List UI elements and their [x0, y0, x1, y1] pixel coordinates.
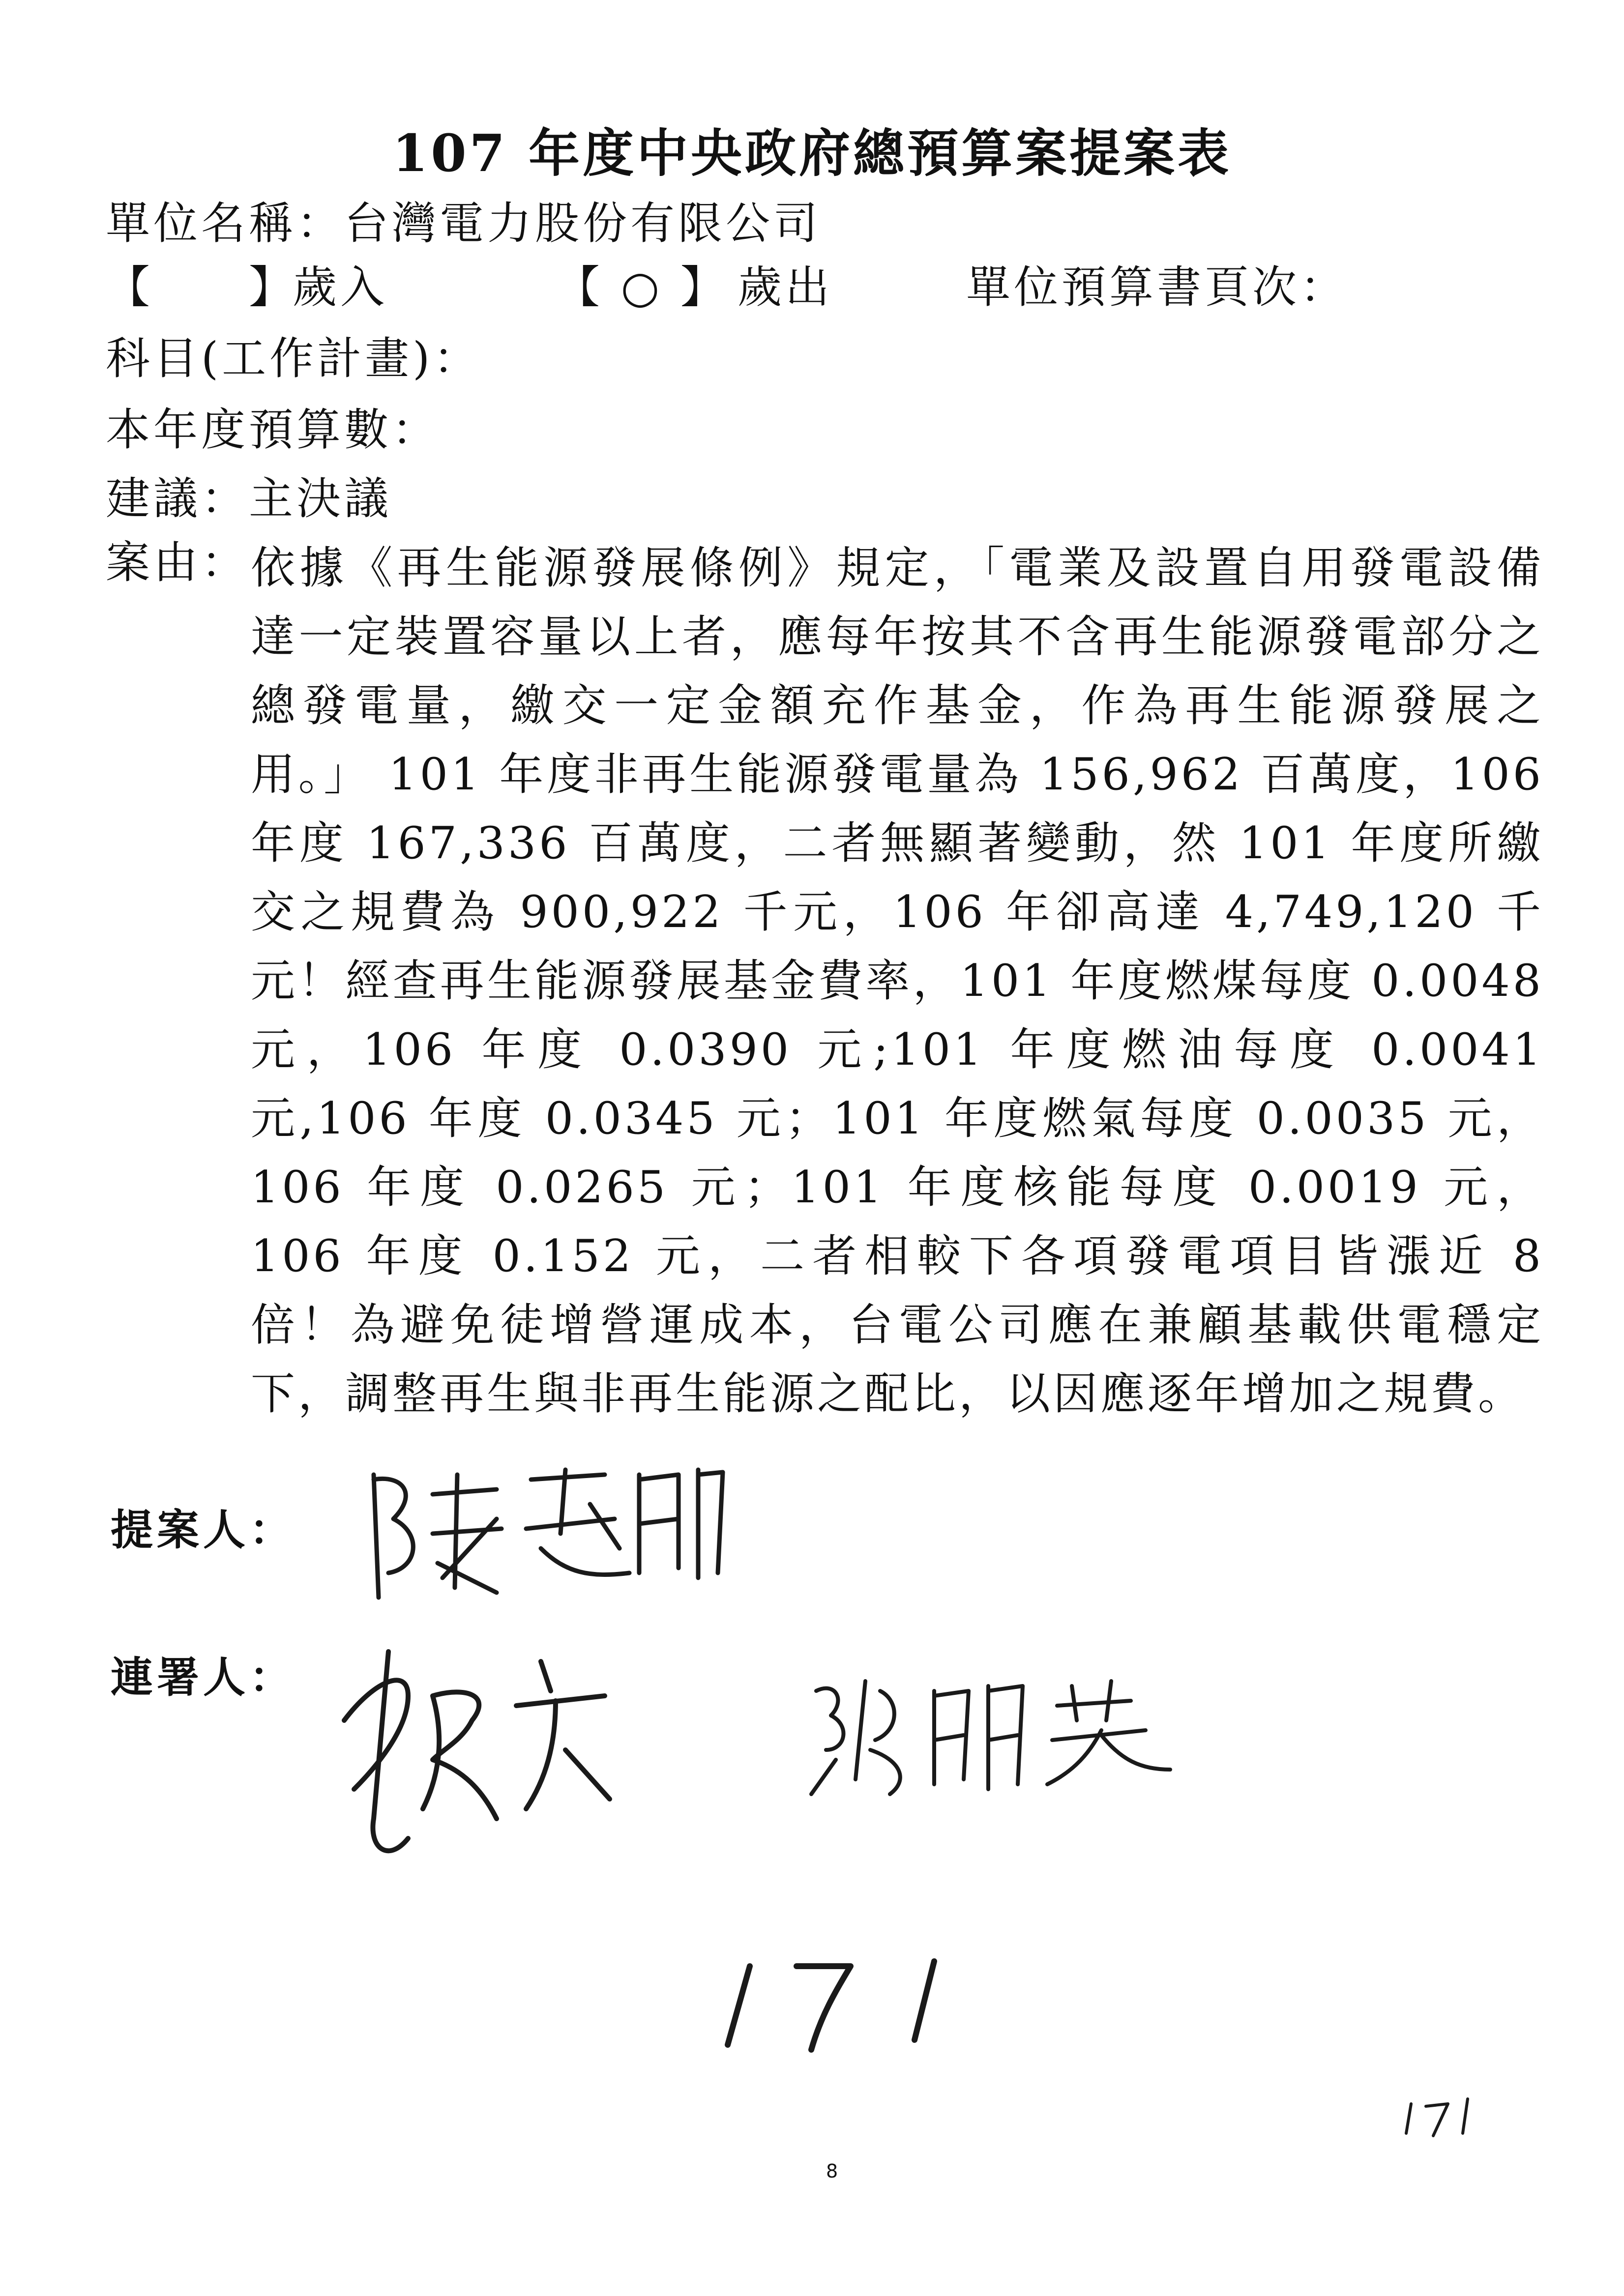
page-number: 8: [826, 2160, 838, 2182]
revenue-bracket: 【 】: [106, 262, 296, 313]
document-title: 107 年度中央政府總預算案提案表: [392, 123, 1232, 183]
corner-number-drawing: [1406, 2099, 1468, 2136]
unit-name: 台灣電力股份有限公司: [344, 198, 821, 249]
expense-bracket: 【 ○ 】: [556, 262, 728, 313]
unit-label: 單位名稱：: [106, 198, 344, 249]
suggestion-value: 主決議: [249, 473, 392, 524]
reason-label: 案由：: [106, 537, 249, 588]
proposer-label: 提案人：: [111, 1506, 295, 1555]
cosigner-signature-1: [344, 1652, 610, 1851]
handwritten-number-drawing: [728, 1961, 934, 2050]
subject-label: 科目(工作計畫)：: [106, 333, 481, 384]
reason-text: 依據《再生能源發展條例》規定，「電業及設置自用發電設備達一定裝置容量以上者，應每年按其不含再生能源發電部分之總發電量，繳交一定金額充作基金，作為再生能源發展之用。」 101 年度非再生能源發電量為 156,962 百萬度，106 年度 167,336 百萬度，二者無顯著變動，然 101 年度所繳交之規費為 900,922 千元，106 年卻高達 4,749,120 千元！經查再生能源發展基金費率，101 年度燃煤每度 0.0048 元，106 年度 0.0390 元;101 年度燃油每度 0.0041 元,106 年度 0.0345 元；101 年度燃氣每度 0.0035 元，106 年度 0.0265 元；101 年度核能每度 0.0019 元，106 年度 0.152 元，二者相較下各項發電項目皆漲近 8 倍！為避免徒增營運成本，台電公司應在兼顧基載供電穩定下，調整再生與非再生能源之配比，以因應逐年增加之規費。: [251, 542, 1544, 1420]
expense-label: 歲出: [738, 262, 833, 313]
proposer-signature: [374, 1470, 723, 1598]
cosigner-label: 連署人：: [111, 1653, 295, 1702]
revenue-label: 歲入: [293, 262, 388, 313]
suggestion-label: 建議：: [106, 473, 249, 524]
page-ref-label: 單位預算書頁次：: [966, 262, 1348, 313]
budget-label: 本年度預算數：: [106, 404, 440, 456]
cosigner-signature-2: [811, 1681, 1170, 1794]
